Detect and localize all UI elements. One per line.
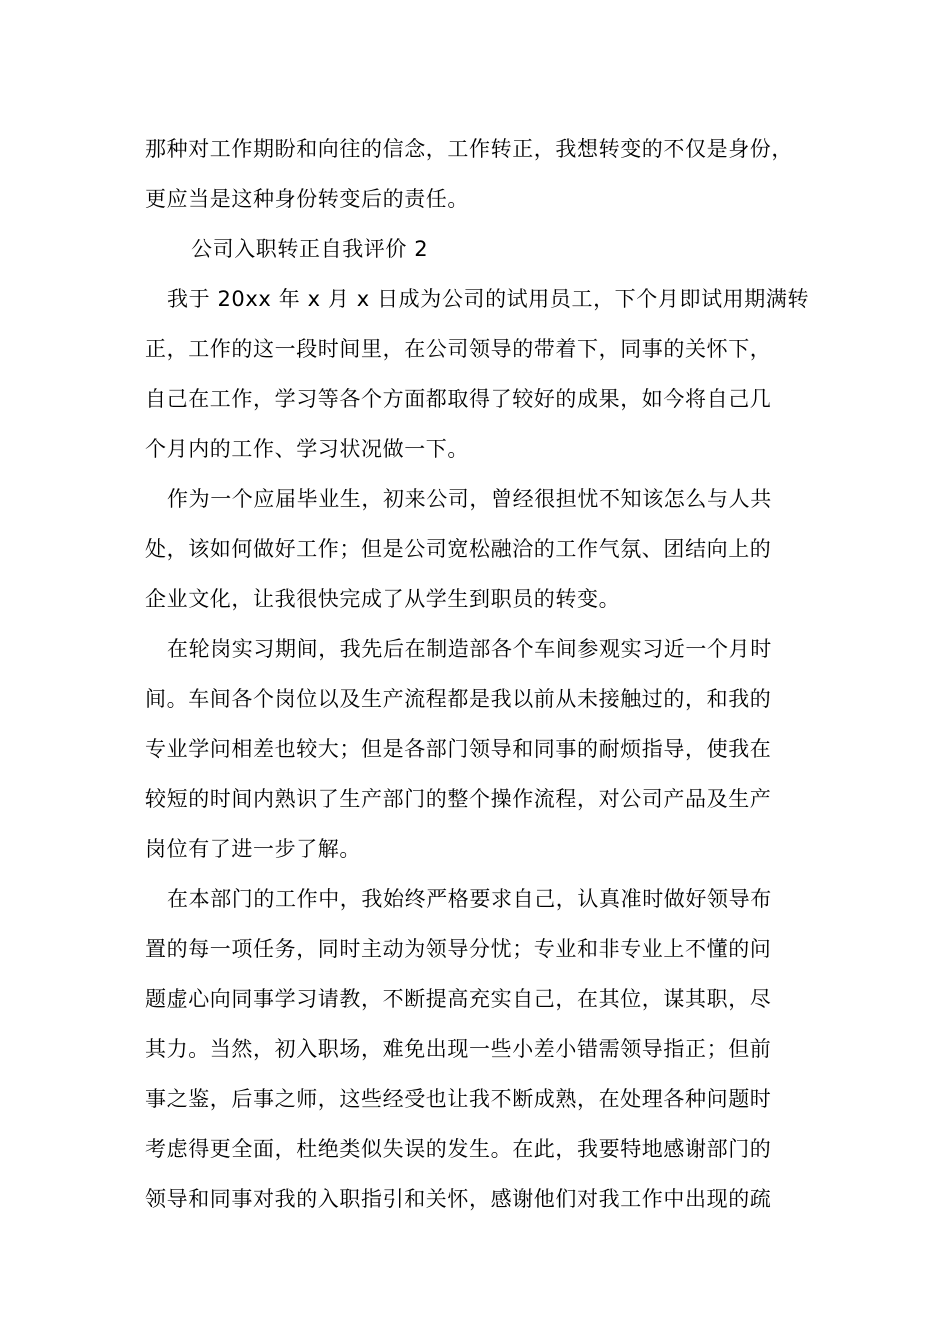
text-line: 企业文化，让我很快完成了从学生到职员的转变。 (145, 587, 621, 611)
text-line: 事之鉴，后事之师，这些经受也让我不断成熟，在处理各种问题时 (145, 1087, 772, 1111)
text-line: 专业学问相差也较大；但是各部门领导和同事的耐烦指导，使我在 (145, 737, 772, 761)
text-line: 题虚心向同事学习请教，不断提高充实自己，在其位，谋其职，尽 (145, 987, 772, 1011)
text-line: 作为一个应届毕业生，初来公司，曾经很担忧不知该怎么与人共 (167, 487, 772, 511)
text-line: 更应当是这种身份转变后的责任。 (145, 187, 469, 211)
text-line: 间。车间各个岗位以及生产流程都是我以前从未接触过的，和我的 (145, 687, 772, 711)
text-line: 我于 20xx 年 x 月 x 日成为公司的试用员工，下个月即试用期满转 (167, 287, 810, 311)
text-line: 处，该如何做好工作；但是公司宽松融洽的工作气氛、团结向上的 (145, 537, 772, 561)
text-line: 考虑得更全面，杜绝类似失误的发生。在此，我要特地感谢部门的 (145, 1137, 772, 1161)
text-line: 岗位有了进一步了解。 (145, 837, 361, 861)
text-line: 置的每一项任务，同时主动为领导分忧；专业和非专业上不懂的问 (145, 937, 772, 961)
text-line: 正，工作的这一段时间里，在公司领导的带着下，同事的关怀下， (145, 337, 772, 361)
text-line: 较短的时间内熟识了生产部门的整个操作流程，对公司产品及生产 (145, 787, 772, 811)
text-line: 那种对工作期盼和向往的信念，工作转正，我想转变的不仅是身份， (145, 137, 793, 161)
text-line: 在本部门的工作中，我始终严格要求自己，认真准时做好领导布 (167, 887, 772, 911)
text-line: 在轮岗实习期间，我先后在制造部各个车间参观实习近一个月时 (167, 637, 772, 661)
text-line: 个月内的工作、学习状况做一下。 (145, 437, 469, 461)
text-line: 其力。当然，初入职场，难免出现一些小差小错需领导指正；但前 (145, 1037, 772, 1061)
text-line: 自己在工作，学习等各个方面都取得了较好的成果，如今将自己几 (145, 387, 772, 411)
text-line: 领导和同事对我的入职指引和关怀，感谢他们对我工作中出现的疏 (145, 1187, 772, 1211)
section-heading: 公司入职转正自我评价 2 (191, 237, 429, 261)
